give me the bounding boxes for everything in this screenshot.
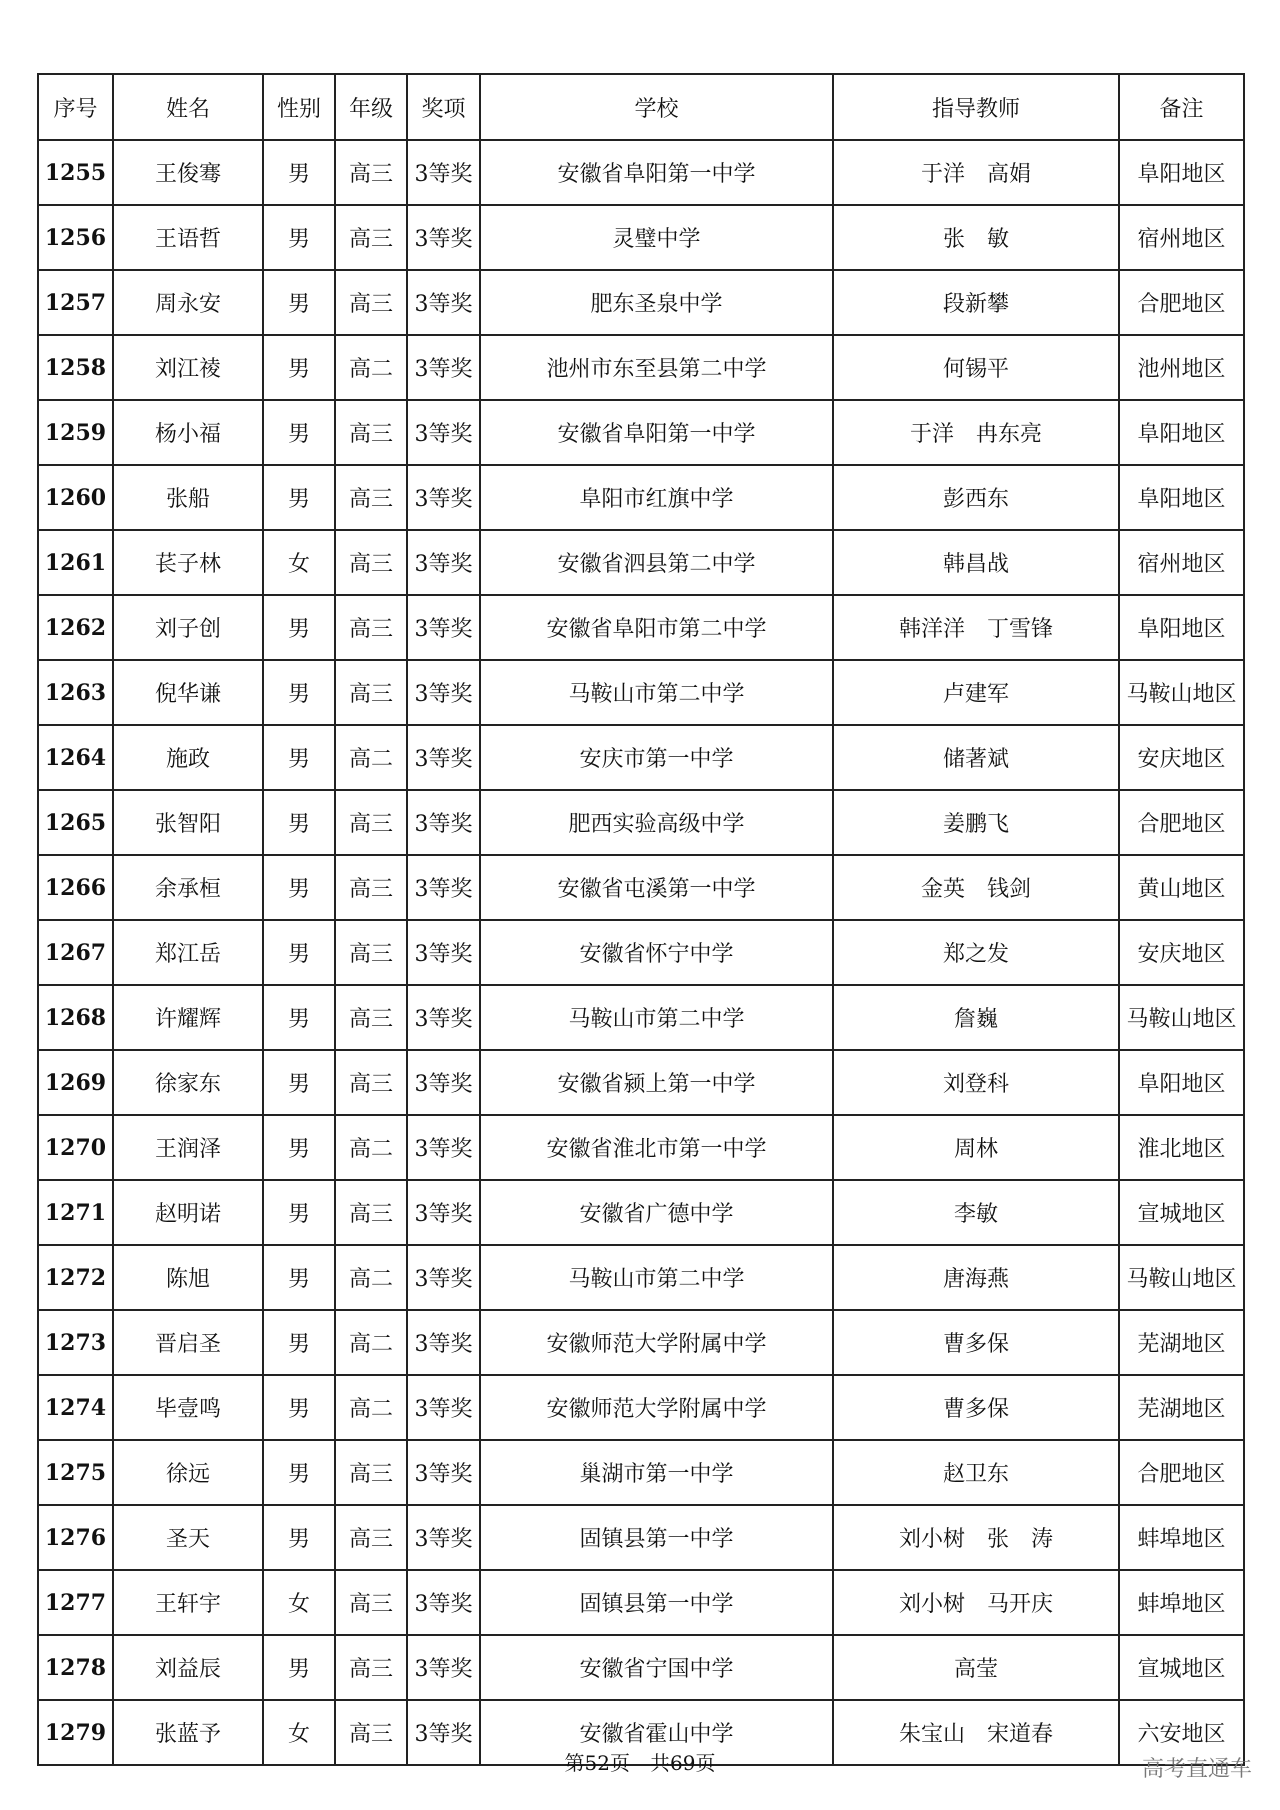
cell-name: 晋启圣 xyxy=(113,1310,263,1375)
table-row xyxy=(38,1635,1244,1700)
cell-grade: 高三 xyxy=(335,1505,407,1570)
cell-school: 安徽省宁国中学 xyxy=(480,1635,833,1700)
cell-school: 灵璧中学 xyxy=(480,205,833,270)
cell-teacher: 赵卫东 xyxy=(833,1440,1119,1505)
header-award: 奖项 xyxy=(407,74,480,140)
cell-teacher: 卢建军 xyxy=(833,660,1119,725)
cell-remark: 阜阳地区 xyxy=(1119,400,1244,465)
cell-seq: 1268 xyxy=(38,985,113,1050)
cell-remark: 宣城地区 xyxy=(1119,1635,1244,1700)
award-table xyxy=(37,73,1245,1766)
cell-gender: 男 xyxy=(263,205,335,270)
cell-school: 安徽省泗县第二中学 xyxy=(480,530,833,595)
cell-gender: 男 xyxy=(263,985,335,1050)
watermark: 高考直通车 xyxy=(1141,1757,1252,1782)
cell-gender: 女 xyxy=(263,1700,335,1765)
cell-remark: 宿州地区 xyxy=(1119,205,1244,270)
cell-award: 3等奖 xyxy=(407,1700,480,1765)
cell-name: 王语哲 xyxy=(113,205,263,270)
cell-gender: 男 xyxy=(263,725,335,790)
cell-school: 肥西实验高级中学 xyxy=(480,790,833,855)
cell-school: 安徽省颍上第一中学 xyxy=(480,1050,833,1115)
cell-award: 3等奖 xyxy=(407,1570,480,1635)
cell-remark: 阜阳地区 xyxy=(1119,595,1244,660)
cell-grade: 高三 xyxy=(335,790,407,855)
header-remark: 备注 xyxy=(1119,74,1244,140)
table-row xyxy=(38,1570,1244,1635)
cell-school: 安徽省广德中学 xyxy=(480,1180,833,1245)
cell-remark: 合肥地区 xyxy=(1119,270,1244,335)
cell-seq: 1276 xyxy=(38,1505,113,1570)
cell-grade: 高三 xyxy=(335,1180,407,1245)
cell-gender: 女 xyxy=(263,530,335,595)
cell-school: 安徽省阜阳市第二中学 xyxy=(480,595,833,660)
cell-seq: 1278 xyxy=(38,1635,113,1700)
cell-award: 3等奖 xyxy=(407,140,480,205)
cell-remark: 阜阳地区 xyxy=(1119,140,1244,205)
cell-award: 3等奖 xyxy=(407,1115,480,1180)
cell-seq: 1266 xyxy=(38,855,113,920)
cell-name: 郑江岳 xyxy=(113,920,263,985)
cell-seq: 1258 xyxy=(38,335,113,400)
cell-name: 刘子创 xyxy=(113,595,263,660)
cell-gender: 男 xyxy=(263,270,335,335)
cell-seq: 1257 xyxy=(38,270,113,335)
cell-teacher: 刘小树 张 涛 xyxy=(833,1505,1119,1570)
cell-teacher: 姜鹏飞 xyxy=(833,790,1119,855)
cell-remark: 合肥地区 xyxy=(1119,790,1244,855)
cell-seq: 1256 xyxy=(38,205,113,270)
cell-teacher: 刘小树 马开庆 xyxy=(833,1570,1119,1635)
cell-grade: 高二 xyxy=(335,725,407,790)
cell-school: 安徽省怀宁中学 xyxy=(480,920,833,985)
cell-name: 张智阳 xyxy=(113,790,263,855)
header-school: 学校 xyxy=(480,74,833,140)
cell-gender: 男 xyxy=(263,1440,335,1505)
cell-grade: 高三 xyxy=(335,1440,407,1505)
cell-gender: 男 xyxy=(263,140,335,205)
table-row xyxy=(38,920,1244,985)
cell-teacher: 张 敏 xyxy=(833,205,1119,270)
cell-teacher: 金英 钱剑 xyxy=(833,855,1119,920)
cell-gender: 男 xyxy=(263,1635,335,1700)
cell-gender: 男 xyxy=(263,595,335,660)
cell-name: 施政 xyxy=(113,725,263,790)
table-row xyxy=(38,1115,1244,1180)
cell-school: 安徽省屯溪第一中学 xyxy=(480,855,833,920)
cell-seq: 1270 xyxy=(38,1115,113,1180)
cell-gender: 男 xyxy=(263,920,335,985)
cell-teacher: 于洋 高娟 xyxy=(833,140,1119,205)
cell-seq: 1273 xyxy=(38,1310,113,1375)
table-row xyxy=(38,1050,1244,1115)
cell-grade: 高三 xyxy=(335,400,407,465)
table-row xyxy=(38,530,1244,595)
cell-school: 安徽省阜阳第一中学 xyxy=(480,140,833,205)
cell-grade: 高二 xyxy=(335,1310,407,1375)
cell-remark: 池州地区 xyxy=(1119,335,1244,400)
cell-teacher: 韩昌战 xyxy=(833,530,1119,595)
header-grade: 年级 xyxy=(335,74,407,140)
cell-award: 3等奖 xyxy=(407,985,480,1050)
cell-name: 刘江祾 xyxy=(113,335,263,400)
page-number: 第52页 共69页 xyxy=(564,1751,716,1775)
cell-remark: 宿州地区 xyxy=(1119,530,1244,595)
cell-remark: 宣城地区 xyxy=(1119,1180,1244,1245)
cell-grade: 高三 xyxy=(335,1570,407,1635)
cell-name: 刘益辰 xyxy=(113,1635,263,1700)
cell-teacher: 詹巍 xyxy=(833,985,1119,1050)
cell-remark: 芜湖地区 xyxy=(1119,1375,1244,1440)
cell-remark: 马鞍山地区 xyxy=(1119,1245,1244,1310)
cell-grade: 高三 xyxy=(335,205,407,270)
cell-seq: 1261 xyxy=(38,530,113,595)
cell-remark: 蚌埠地区 xyxy=(1119,1570,1244,1635)
cell-school: 固镇县第一中学 xyxy=(480,1505,833,1570)
cell-grade: 高三 xyxy=(335,270,407,335)
table-row xyxy=(38,205,1244,270)
table-row xyxy=(38,1375,1244,1440)
table-row xyxy=(38,595,1244,660)
cell-award: 3等奖 xyxy=(407,1635,480,1700)
cell-grade: 高三 xyxy=(335,465,407,530)
cell-grade: 高三 xyxy=(335,1700,407,1765)
cell-remark: 黄山地区 xyxy=(1119,855,1244,920)
cell-school: 安徽省霍山中学 xyxy=(480,1700,833,1765)
cell-seq: 1271 xyxy=(38,1180,113,1245)
cell-grade: 高三 xyxy=(335,140,407,205)
cell-school: 池州市东至县第二中学 xyxy=(480,335,833,400)
cell-school: 阜阳市红旗中学 xyxy=(480,465,833,530)
table-row xyxy=(38,140,1244,205)
cell-gender: 男 xyxy=(263,1180,335,1245)
cell-name: 倪华谦 xyxy=(113,660,263,725)
cell-award: 3等奖 xyxy=(407,400,480,465)
table-row xyxy=(38,790,1244,855)
cell-grade: 高二 xyxy=(335,335,407,400)
cell-name: 周永安 xyxy=(113,270,263,335)
cell-school: 马鞍山市第二中学 xyxy=(480,1245,833,1310)
cell-seq: 1265 xyxy=(38,790,113,855)
cell-remark: 阜阳地区 xyxy=(1119,465,1244,530)
cell-teacher: 曹多保 xyxy=(833,1310,1119,1375)
cell-gender: 男 xyxy=(263,1115,335,1180)
cell-seq: 1269 xyxy=(38,1050,113,1115)
cell-school: 马鞍山市第二中学 xyxy=(480,660,833,725)
cell-school: 安徽师范大学附属中学 xyxy=(480,1310,833,1375)
cell-school: 巢湖市第一中学 xyxy=(480,1440,833,1505)
header-name: 姓名 xyxy=(113,74,263,140)
cell-school: 安徽省阜阳第一中学 xyxy=(480,400,833,465)
cell-award: 3等奖 xyxy=(407,465,480,530)
header-teacher: 指导教师 xyxy=(833,74,1119,140)
cell-seq: 1267 xyxy=(38,920,113,985)
cell-award: 3等奖 xyxy=(407,1050,480,1115)
cell-name: 徐家东 xyxy=(113,1050,263,1115)
cell-name: 王俊骞 xyxy=(113,140,263,205)
cell-seq: 1263 xyxy=(38,660,113,725)
cell-school: 安庆市第一中学 xyxy=(480,725,833,790)
table-row xyxy=(38,985,1244,1050)
cell-award: 3等奖 xyxy=(407,335,480,400)
cell-teacher: 彭西东 xyxy=(833,465,1119,530)
table-body xyxy=(38,140,1244,1765)
cell-grade: 高三 xyxy=(335,920,407,985)
cell-name: 杨小福 xyxy=(113,400,263,465)
cell-grade: 高三 xyxy=(335,595,407,660)
cell-remark: 阜阳地区 xyxy=(1119,1050,1244,1115)
cell-grade: 高三 xyxy=(335,855,407,920)
cell-award: 3等奖 xyxy=(407,1245,480,1310)
header-gender: 性别 xyxy=(263,74,335,140)
cell-name: 张蓝予 xyxy=(113,1700,263,1765)
cell-remark: 六安地区 xyxy=(1119,1700,1244,1765)
cell-teacher: 储著斌 xyxy=(833,725,1119,790)
cell-teacher: 曹多保 xyxy=(833,1375,1119,1440)
cell-name: 苌子林 xyxy=(113,530,263,595)
table-row xyxy=(38,465,1244,530)
table-row xyxy=(38,335,1244,400)
cell-remark: 安庆地区 xyxy=(1119,920,1244,985)
cell-grade: 高三 xyxy=(335,1050,407,1115)
cell-teacher: 郑之发 xyxy=(833,920,1119,985)
cell-grade: 高二 xyxy=(335,1115,407,1180)
table-row xyxy=(38,660,1244,725)
cell-award: 3等奖 xyxy=(407,1180,480,1245)
cell-teacher: 高莹 xyxy=(833,1635,1119,1700)
cell-school: 固镇县第一中学 xyxy=(480,1570,833,1635)
cell-award: 3等奖 xyxy=(407,595,480,660)
cell-grade: 高二 xyxy=(335,1245,407,1310)
table-row xyxy=(38,725,1244,790)
cell-gender: 男 xyxy=(263,335,335,400)
cell-gender: 男 xyxy=(263,400,335,465)
cell-teacher: 韩洋洋 丁雪锋 xyxy=(833,595,1119,660)
table-row xyxy=(38,270,1244,335)
cell-gender: 男 xyxy=(263,855,335,920)
table-row xyxy=(38,1440,1244,1505)
cell-award: 3等奖 xyxy=(407,920,480,985)
cell-teacher: 李敏 xyxy=(833,1180,1119,1245)
cell-remark: 马鞍山地区 xyxy=(1119,985,1244,1050)
cell-award: 3等奖 xyxy=(407,660,480,725)
cell-teacher: 刘登科 xyxy=(833,1050,1119,1115)
cell-name: 徐远 xyxy=(113,1440,263,1505)
cell-award: 3等奖 xyxy=(407,790,480,855)
cell-seq: 1264 xyxy=(38,725,113,790)
table-row xyxy=(38,1505,1244,1570)
cell-gender: 女 xyxy=(263,1570,335,1635)
cell-remark: 合肥地区 xyxy=(1119,1440,1244,1505)
cell-award: 3等奖 xyxy=(407,205,480,270)
cell-name: 余承桓 xyxy=(113,855,263,920)
cell-remark: 马鞍山地区 xyxy=(1119,660,1244,725)
cell-award: 3等奖 xyxy=(407,725,480,790)
cell-gender: 男 xyxy=(263,1245,335,1310)
cell-teacher: 周林 xyxy=(833,1115,1119,1180)
table-row xyxy=(38,400,1244,465)
cell-award: 3等奖 xyxy=(407,270,480,335)
cell-seq: 1272 xyxy=(38,1245,113,1310)
cell-name: 张船 xyxy=(113,465,263,530)
cell-school: 肥东圣泉中学 xyxy=(480,270,833,335)
cell-award: 3等奖 xyxy=(407,530,480,595)
table-row xyxy=(38,1180,1244,1245)
cell-award: 3等奖 xyxy=(407,1375,480,1440)
cell-award: 3等奖 xyxy=(407,1310,480,1375)
cell-school: 安徽省淮北市第一中学 xyxy=(480,1115,833,1180)
cell-seq: 1275 xyxy=(38,1440,113,1505)
cell-gender: 男 xyxy=(263,465,335,530)
cell-name: 赵明诺 xyxy=(113,1180,263,1245)
cell-school: 马鞍山市第二中学 xyxy=(480,985,833,1050)
cell-gender: 男 xyxy=(263,660,335,725)
cell-name: 毕壹鸣 xyxy=(113,1375,263,1440)
cell-teacher: 于洋 冉东亮 xyxy=(833,400,1119,465)
cell-gender: 男 xyxy=(263,1505,335,1570)
cell-gender: 男 xyxy=(263,1310,335,1375)
table-header-row xyxy=(38,74,1244,140)
cell-seq: 1262 xyxy=(38,595,113,660)
cell-remark: 蚌埠地区 xyxy=(1119,1505,1244,1570)
cell-award: 3等奖 xyxy=(407,855,480,920)
cell-name: 王轩宇 xyxy=(113,1570,263,1635)
cell-teacher: 何锡平 xyxy=(833,335,1119,400)
cell-teacher: 段新攀 xyxy=(833,270,1119,335)
cell-seq: 1274 xyxy=(38,1375,113,1440)
cell-award: 3等奖 xyxy=(407,1440,480,1505)
header-seq: 序号 xyxy=(38,74,113,140)
cell-school: 安徽师范大学附属中学 xyxy=(480,1375,833,1440)
cell-remark: 安庆地区 xyxy=(1119,725,1244,790)
cell-gender: 男 xyxy=(263,1050,335,1115)
cell-seq: 1259 xyxy=(38,400,113,465)
cell-teacher: 朱宝山 宋道春 xyxy=(833,1700,1119,1765)
cell-name: 王润泽 xyxy=(113,1115,263,1180)
table-row xyxy=(38,1245,1244,1310)
cell-grade: 高三 xyxy=(335,985,407,1050)
cell-gender: 男 xyxy=(263,790,335,855)
cell-name: 圣天 xyxy=(113,1505,263,1570)
cell-seq: 1279 xyxy=(38,1700,113,1765)
cell-gender: 男 xyxy=(263,1375,335,1440)
cell-remark: 淮北地区 xyxy=(1119,1115,1244,1180)
cell-grade: 高二 xyxy=(335,1375,407,1440)
table-row xyxy=(38,855,1244,920)
cell-grade: 高三 xyxy=(335,660,407,725)
cell-grade: 高三 xyxy=(335,530,407,595)
cell-seq: 1260 xyxy=(38,465,113,530)
cell-teacher: 唐海燕 xyxy=(833,1245,1119,1310)
cell-remark: 芜湖地区 xyxy=(1119,1310,1244,1375)
cell-grade: 高三 xyxy=(335,1635,407,1700)
cell-name: 陈旭 xyxy=(113,1245,263,1310)
cell-seq: 1277 xyxy=(38,1570,113,1635)
cell-seq: 1255 xyxy=(38,140,113,205)
table-row xyxy=(38,1310,1244,1375)
cell-award: 3等奖 xyxy=(407,1505,480,1570)
cell-name: 许耀辉 xyxy=(113,985,263,1050)
